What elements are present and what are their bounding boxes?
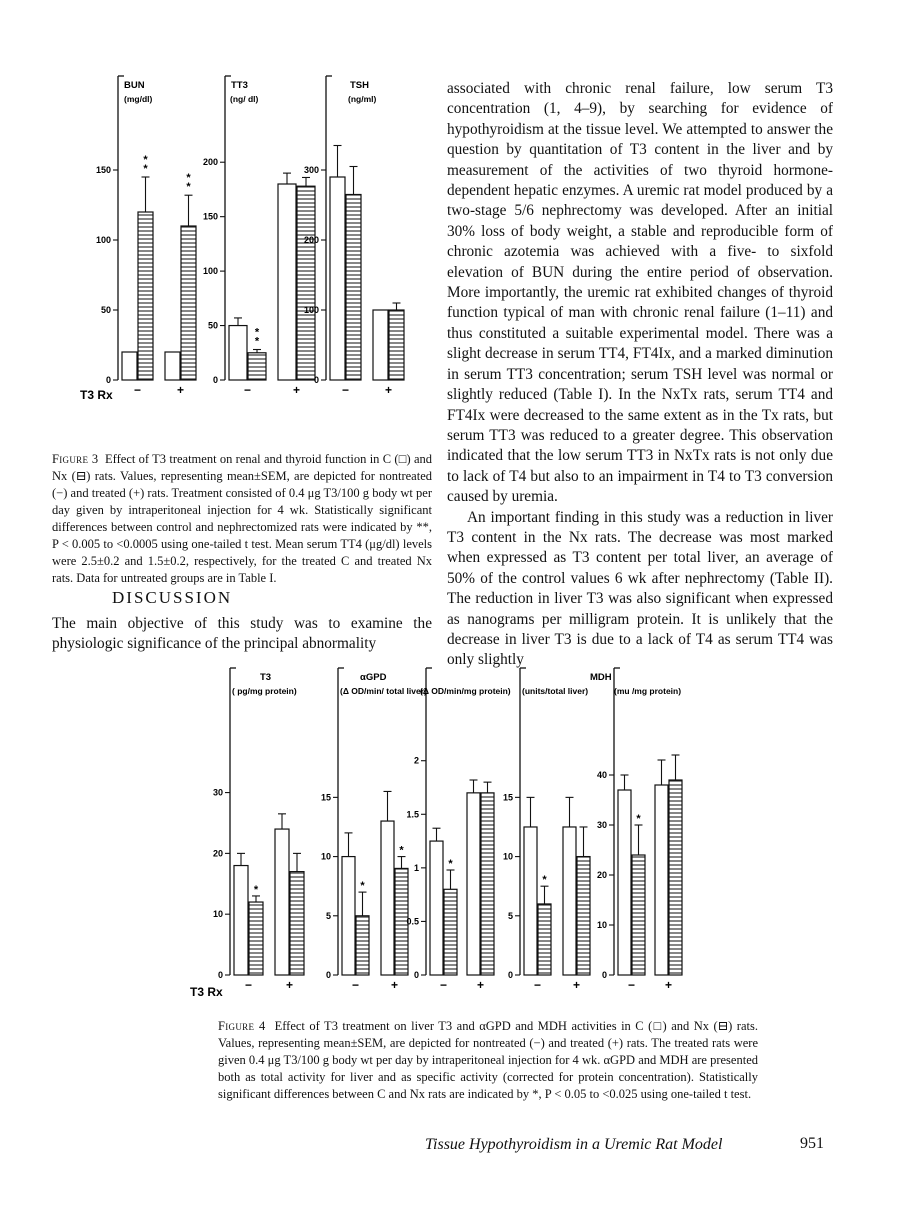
figure-3-caption-label: Figure 3 — [52, 452, 99, 466]
figure-3-caption-text: Effect of T3 treatment on renal and thyroid function in C (□) and Nx (⊟) rats. Values, representing mean±SEM, are depicted for nontreated (−) and treated (+) rats. Treatment consisted of 0.4 μg T3/100 g body wt per day given by intraperitoneal injection for 4 wk. Statistically significant differences between control and nephrectomized rats were indicated by **, P < 0.005 to <0.0005 using one-tailed t test. Mean serum TT4 (μg/dl) levels were 2.5±0.2 and 1.5±0.2, respectively, for the treated C and treated Nx rats. Data for untreated groups are in Table I. — [52, 452, 432, 585]
fig4-panel-1-unit: (Δ OD/min/ total liver) — [340, 686, 427, 696]
fig4-panel-3-bar-control-1 — [563, 827, 576, 975]
fig4-panel-1-category-0: − — [351, 978, 360, 992]
fig4-panel-4-significance-0: * — [636, 813, 641, 825]
fig4-panel-3-tick-label-2: 10 — [502, 851, 513, 862]
left-column-text — [52, 614, 432, 655]
fig4-panel-3-bar-nx-1 — [577, 857, 590, 975]
fig4-panel-0-title: T3 — [260, 672, 272, 683]
fig4-panel-2-category-1: + — [476, 978, 485, 992]
left-paragraph: The main objective of this study was to examine the physiologic significance of the principal abnormality — [52, 615, 432, 653]
fig4-panel-1-tick-label-2: 10 — [320, 851, 331, 862]
figure-3-caption — [52, 451, 432, 587]
fig3-panel-2-category-0: − — [341, 383, 350, 397]
right-column-text — [447, 79, 833, 671]
fig3-panel-0-tick-label-0: 0 — [105, 375, 111, 385]
fig3-panel-1-bar-control-0 — [229, 326, 247, 380]
fig3-panel-0-bar-control-0 — [122, 352, 137, 380]
fig4-panel-3-category-1: + — [572, 978, 581, 992]
fig4-panel-1-tick-label-0: 0 — [325, 970, 331, 980]
fig3-panel-0-category-1: + — [176, 383, 185, 397]
fig3-panel-1-bar-nx-0 — [248, 353, 266, 380]
fig3-panel-0-tick-label-1: 50 — [100, 305, 111, 315]
fig4-panel-3-tick-label-3: 15 — [502, 792, 513, 803]
fig3-panel-2-title: TSH — [350, 80, 369, 91]
fig4-panel-0-significance-0: * — [253, 883, 259, 896]
fig4-panel-0-tick-label-0: 0 — [217, 970, 223, 980]
fig4-panel-1-bar-control-1 — [381, 821, 394, 975]
fig3-panel-0-category-0: − — [133, 383, 142, 397]
fig3-panel-0-unit: (mg/dl) — [124, 94, 153, 104]
fig4-panel-1-bar-nx-0 — [356, 916, 369, 975]
fig4-panel-1-bar-control-0 — [342, 857, 355, 975]
fig3-panel-1-tick-label-4: 200 — [202, 157, 218, 168]
fig3-panel-2-tick-label-3: 300 — [303, 165, 319, 175]
fig3-panel-0-significance-1-b: * — [186, 181, 191, 194]
fig4-panel-3-bar-control-0 — [524, 827, 537, 975]
fig3-panel-2-bar-nx-0 — [346, 195, 361, 381]
fig3-panel-1-category-1: + — [292, 383, 301, 397]
fig3-panel-2-tick-label-1: 100 — [303, 305, 319, 315]
fig3-panel-1-significance-0-b: * — [254, 335, 260, 348]
fig4-panel-2-tick-label-3: 1.5 — [406, 809, 419, 820]
fig4-panel-4-category-1: + — [664, 978, 673, 992]
fig3-panel-2-bar-control-1 — [373, 310, 388, 380]
right-paragraph-2: An important finding in this study was a reduction in liver T3 content in the Nx rats. The decrease was most marked when expressed as T3 content per total liver, an average of 50% of the control values 6 wk after nephrectomy (Table II). The reduction in liver T3 was also significant when expressed as nanograms per milligram protein. It is unlikely that the decrease in liver T3 is due to a lack of T4 as serum TT4 was only slightly — [447, 508, 833, 669]
fig4-panel-2-category-0: − — [439, 978, 448, 992]
fig4-panel-1-category-1: + — [390, 978, 399, 992]
fig4-panel-3-tick-label-1: 5 — [507, 910, 513, 921]
fig4-panel-0-bar-control-1 — [275, 829, 289, 975]
fig4-panel-0-bar-nx-1 — [290, 872, 304, 975]
discussion-heading: DISCUSSION — [112, 588, 233, 607]
fig4-panel-4-bar-control-1 — [655, 785, 668, 975]
fig4-panel-2-bar-control-0 — [430, 841, 443, 975]
fig3-treatment-label: T3 Rx — [80, 388, 113, 402]
fig3-panel-2-tick-label-0: 0 — [313, 375, 319, 385]
figure-3 — [80, 70, 440, 450]
fig4-panel-4-bar-control-0 — [618, 790, 631, 975]
fig4-panel-3-bar-nx-0 — [538, 904, 551, 975]
fig3-panel-0-tick-label-3: 150 — [95, 165, 111, 175]
figure-4 — [190, 660, 710, 1005]
fig3-panel-1-tick-label-1: 50 — [207, 320, 218, 331]
fig4-panel-0-tick-label-2: 20 — [212, 848, 223, 859]
fig3-panel-2-tick-label-2: 200 — [303, 235, 319, 245]
fig3-panel-1-unit: (ng/ dl) — [230, 94, 259, 104]
fig4-panel-2-tick-label-1: 0.5 — [406, 916, 419, 927]
fig4-treatment-label: T3 Rx — [190, 985, 223, 999]
fig3-panel-0-bar-control-1 — [165, 352, 180, 380]
fig3-panel-1-title: TT3 — [231, 80, 248, 91]
fig4-panel-2-bar-control-1 — [467, 793, 480, 975]
fig3-panel-0-significance-1-a: * — [186, 172, 191, 185]
fig3-panel-0-tick-label-2: 100 — [95, 235, 111, 245]
fig4-panel-0-bar-control-0 — [234, 866, 248, 975]
fig4-panel-2-significance-0: * — [448, 858, 453, 870]
fig4-panel-3-tick-label-0: 0 — [507, 970, 513, 980]
fig4-panel-0-category-0: − — [244, 978, 253, 992]
fig4-panel-2-bar-nx-1 — [481, 793, 494, 975]
fig4-panel-0-tick-label-3: 30 — [212, 787, 223, 798]
fig3-panel-2-bar-nx-1 — [389, 310, 404, 380]
figure-4-caption-label: Figure 4 — [218, 1019, 266, 1033]
fig4-panel-3-title: MDH — [590, 672, 612, 683]
fig3-panel-2-bar-control-0 — [330, 177, 345, 380]
fig4-panel-4-bar-nx-0 — [632, 855, 645, 975]
fig3-panel-2-category-1: + — [384, 383, 393, 397]
fig3-panel-1-bar-nx-1 — [297, 186, 315, 380]
fig4-panel-4-tick-label-2: 20 — [596, 870, 607, 880]
fig4-panel-3-significance-0: * — [542, 874, 547, 887]
fig4-panel-1-tick-label-3: 15 — [320, 792, 331, 803]
right-paragraph-1: associated with chronic renal failure, low serum T3 concentration (1, 4–9), by searching for evidence of hypothyroidism at the tissue level. We attempted to answer the question by quantitation of T3 content in the liver and by measurement of the activities of two thyroid hormone-dependent hepatic enzymes. A uremic rat model produced by a two-stage 5/6 nephrectomy was developed. After an initial 30% loss of body weight, a stable and reproducible form of chronic azotemia was achieved with a five- to sixfold elevation of BUN during the entire period of observation. More importantly, the uremic rat exhibited changes of thyroid function typical of man with chronic renal failure (1–11) and thus constituted a suitable experimental model. There was a slight decrease in serum TT4, FT4Ix, and a marked diminution in serum TT3 concentration; serum TSH level was normal or slightly reduced (Table I). In the NxTx rats, serum TT4 and FT4Ix were decreased to the same extent as in the Tx rats, but serum TT3 was reduced to a greater degree. This observation indicated that the low serum TT3 in NxTx rats is not only due to lack of T4 but also to an impairment in T4 to T3 conversion caused by uremia. — [447, 80, 833, 506]
fig4-panel-0-tick-label-1: 10 — [212, 909, 223, 920]
fig4-panel-4-category-0: − — [627, 978, 636, 992]
figure-4-caption — [218, 1018, 758, 1103]
fig4-panel-1-title: αGPD — [360, 672, 387, 683]
running-footer-title: Tissue Hypothyroidism in a Uremic Rat Model — [425, 1136, 723, 1153]
fig4-panel-2-bar-nx-0 — [444, 889, 457, 975]
fig4-panel-4-unit: (mu /mg protein) — [614, 686, 682, 696]
page-number: 951 — [800, 1135, 824, 1152]
fig4-panel-2-tick-label-0: 0 — [413, 970, 419, 980]
fig3-panel-1-significance-0-a: * — [254, 326, 260, 339]
fig4-panel-1-significance-1: * — [399, 844, 404, 857]
fig4-panel-2-unit: (Δ OD/min/mg protein) — [420, 686, 511, 696]
fig3-panel-2-unit: (ng/ml) — [348, 94, 377, 104]
fig3-panel-1-category-0: − — [243, 383, 252, 397]
fig4-panel-3-unit: (units/total liver) — [522, 686, 589, 696]
fig3-panel-1-tick-label-0: 0 — [212, 375, 218, 385]
fig4-panel-0-category-1: + — [285, 978, 294, 992]
fig4-panel-4-tick-label-4: 40 — [596, 770, 607, 780]
fig4-panel-2-tick-label-2: 1 — [413, 862, 419, 873]
fig4-panel-3-category-0: − — [533, 978, 542, 992]
fig3-panel-0-title: BUN — [124, 80, 145, 91]
fig3-panel-0-bar-nx-0 — [138, 212, 153, 380]
fig3-panel-0-significance-0-b: * — [143, 163, 148, 175]
fig3-panel-0-significance-0-a: * — [143, 154, 148, 166]
fig3-panel-1-tick-label-3: 150 — [202, 211, 218, 222]
fig4-panel-4-tick-label-3: 30 — [596, 820, 607, 830]
fig4-panel-4-tick-label-0: 0 — [601, 970, 607, 980]
fig4-panel-2-tick-label-4: 2 — [413, 755, 419, 766]
fig4-panel-4-tick-label-1: 10 — [596, 920, 607, 930]
fig4-panel-4-bar-nx-1 — [669, 780, 682, 975]
fig4-panel-1-significance-0: * — [360, 880, 365, 893]
fig3-panel-1-tick-label-2: 100 — [202, 266, 218, 277]
fig4-panel-0-unit: ( pg/mg protein) — [232, 686, 297, 696]
fig3-panel-1-bar-control-1 — [278, 184, 296, 380]
fig4-panel-1-tick-label-1: 5 — [325, 910, 331, 921]
figure-4-caption-text: Effect of T3 treatment on liver T3 and αGPD and MDH activities in C (□) and Nx (⊟) rats. Values, representing mean±SEM, are depicted for nontreated (−) and treated (+) rats. The treated rats were given 0.4 μg T3/100 g body wt per day by intraperitoneal injection for 4 wk. αGPD and MDH are presented both as total activity for liver and as specific activity (corrected for protein concentration). Statistically significant differences between C and Nx rats are indicated by *, P < 0.05 to <0.025 using one-tailed t test. — [218, 1019, 758, 1101]
fig3-panel-0-bar-nx-1 — [181, 226, 196, 380]
fig4-panel-0-bar-nx-0 — [249, 902, 263, 975]
